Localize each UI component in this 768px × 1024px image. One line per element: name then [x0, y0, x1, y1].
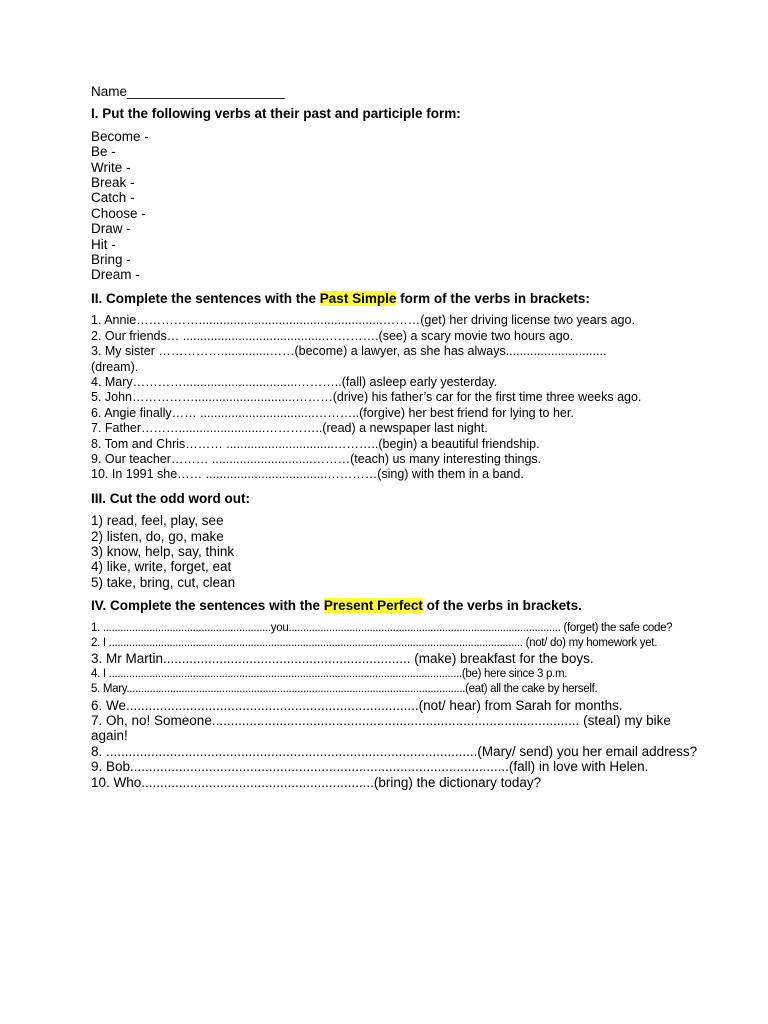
sentence-item: 2. Our friends… .........................................………….(see) a scary movie two hours ago. [91, 328, 574, 343]
odd-word-list [91, 513, 711, 590]
sentence-item: 5. John…………….............................………(drive) his father’s car for the first time three weeks ago. [91, 390, 642, 405]
odd-word-item: 4) like, write, forget, eat [91, 559, 232, 575]
section-2-heading-post: form of the verbs in brackets: [396, 290, 590, 306]
verb-item: Bring - [91, 252, 131, 268]
verb-item: Write - [91, 159, 131, 175]
verb-item: Catch - [91, 190, 135, 206]
section-3-heading: III. Cut the odd word out: [91, 490, 250, 506]
sentence-item: 8. Tom and Chris……… ...............................………..(begin) a beautiful friendship. [91, 436, 540, 451]
pp-item: 5. Mary.....................................................................................................................(eat) all the cake by herself. [91, 683, 598, 696]
sentence-item: 4. Mary………….................................………..(fall) asleep early yesterday. [91, 374, 498, 389]
section-2-heading [91, 291, 711, 306]
sentence-item: (dream). [91, 359, 139, 374]
pp-item: 1. ..........................................................you.............................................................................................. (forget) the safe code? [91, 621, 673, 634]
worksheet [91, 84, 711, 790]
odd-word-item: 3) know, help, say, think [91, 543, 235, 559]
section-1-heading: I. Put the following verbs at their past and participle form: [91, 106, 461, 122]
past-simple-highlight: Past Simple [319, 290, 397, 306]
pp-item: 4. I ..........................................................................................................................(be) here since 3 p.m. [91, 667, 568, 680]
pp-item: 8. ...................................................................................................(Mary/ send) you her email address? [91, 743, 698, 759]
verb-item: Draw - [91, 221, 131, 237]
sentence-item: 1. Annie…………….....................................................………(get) her driving license two years ago. [91, 313, 635, 328]
present-perfect-highlight: Present Perfect [323, 598, 423, 614]
present-perfect-sentences [91, 621, 711, 790]
verb-item: Choose - [91, 205, 146, 221]
past-simple-sentences [91, 313, 711, 482]
sentence-item: 10. In 1991 she…… ...................................…………(sing) with them in a band. [91, 467, 524, 482]
section-2-heading-pre: II. Complete the sentences with the [91, 290, 320, 306]
pp-item: 3. Mr Martin.................................................................. (make) breakfast for the boys. [91, 651, 594, 667]
odd-word-item: 2) listen, do, go, make [91, 528, 224, 544]
pp-item: 9. Bob.....................................................................................................(fall) in love with Helen. [91, 759, 649, 775]
odd-word-item: 5) take, bring, cut, clean [91, 574, 236, 590]
sentence-item: 9. Our teacher……… .............................………(teach) us many interesting things. [91, 451, 542, 466]
pp-item: 10. Who..............................................................(bring) the dictionary today? [91, 774, 542, 790]
section-4-heading-post: of the verbs in brackets. [422, 598, 582, 614]
odd-word-item: 1) read, feel, play, see [91, 513, 224, 529]
verb-item: Dream - [91, 267, 140, 283]
verb-list [91, 129, 711, 283]
sentence-item: 3. My sister ……………..............……(become) a lawyer, as she has always............................. [91, 344, 607, 359]
section-4-heading [91, 598, 711, 613]
verb-item: Hit - [91, 236, 116, 252]
verb-item: Be - [91, 144, 116, 160]
pp-item: 7. Oh, no! Someone.................................................................................................. (steal) my bike again! [91, 713, 671, 744]
section-4-heading-pre: IV. Complete the sentences with the [91, 598, 324, 614]
pp-item: 2. I ............................................................................................................................................... (not/ do) my homework yet. [91, 637, 658, 649]
name-field-label: Name_____________________ [91, 84, 285, 99]
sentence-item: 7. Father……….........................…………..(read) a newspaper last night. [91, 421, 488, 436]
verb-item: Break - [91, 175, 135, 191]
pp-item: 6. We..............................................................................(not/ hear) from Sarah for months. [91, 697, 623, 713]
verb-item: Become - [91, 128, 149, 144]
sentence-item: 6. Angie finally…… .................................………..(forgive) her best friend for lying to her. [91, 405, 574, 420]
